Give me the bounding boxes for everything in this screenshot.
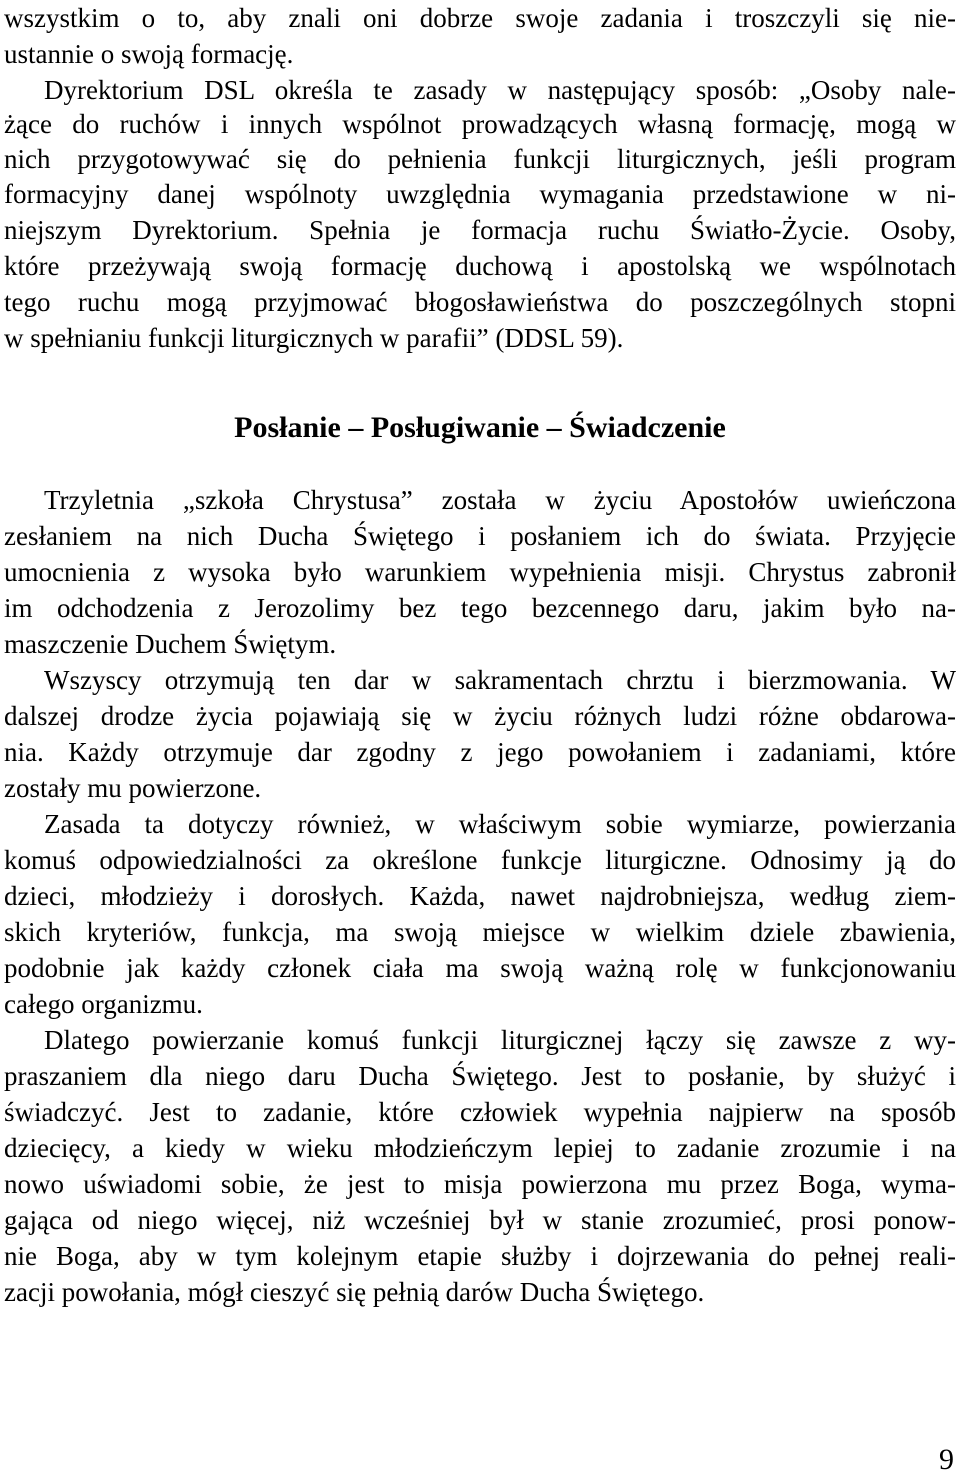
text-line: formacyjny danej wspólnoty uwzględnia wymagania przedstawione w ni- [4, 179, 956, 209]
text-line: Dyrektorium DSL określa te zasady w następujący sposób: „Osoby nale- [44, 75, 956, 105]
text-line: tego ruchu mogą przyjmować błogosławieństwa do poszczególnych stopni [4, 287, 956, 317]
text-line: skich kryteriów, funkcja, ma swoją miejsce w wielkim dziele zbawienia, [4, 917, 956, 947]
text-line: nowo uświadomi sobie, że jest to misja powierzona mu przez Boga, wyma- [4, 1169, 956, 1199]
text-line: niejszym Dyrektorium. Spełnia je formacja ruchu Światło-Życie. Osoby, [4, 215, 956, 245]
text-line: nia. Każdy otrzymuje dar zgodny z jego powołaniem i zadaniami, które [4, 737, 956, 767]
text-line: Trzyletnia „szkoła Chrystusa” została w życiu Apostołów uwieńczona [44, 485, 956, 515]
page-number: 9 [939, 1443, 954, 1476]
text-line: umocnienia z wysoka było warunkiem wypełnienia misji. Chrystus zabronił [4, 557, 956, 587]
text-line: dalszej drodze życia pojawiają się w życiu różnych ludzi różne obdarowa- [4, 701, 956, 731]
text-line: zacji powołania, mógł cieszyć się pełnią darów Ducha Świętego. [4, 1277, 705, 1307]
text-line: żące do ruchów i innych wspólnot prowadzących własną formację, mogą w [4, 109, 956, 139]
section-heading: Posłanie – Posługiwanie – Świadczenie [234, 411, 726, 444]
text-line: im odchodzenia z Jerozolimy bez tego bezcennego daru, jakim było na- [4, 593, 956, 623]
text-line: podobnie jak każdy członek ciała ma swoją ważną rolę w funkcjonowaniu [4, 953, 956, 983]
text-line: maszczenie Duchem Świętym. [4, 629, 337, 659]
text-line: gająca od niego więcej, niż wcześniej był w stanie zrozumieć, prosi ponow- [4, 1205, 956, 1235]
text-line: w spełnianiu funkcji liturgicznych w parafii” (DDSL 59). [4, 323, 624, 353]
text-line: zesłaniem na nich Ducha Świętego i posłaniem ich do świata. Przyjęcie [4, 521, 956, 551]
text-line: zostały mu powierzone. [4, 773, 262, 803]
text-line: Zasada ta dotyczy również, w właściwym sobie wymiarze, powierzania [44, 809, 956, 839]
text-line: wszystkim o to, aby znali oni dobrze swoje zadania i troszczyli się nie- [4, 3, 956, 33]
text-line: dzieci, młodzieży i dorosłych. Każda, nawet najdrobniejsza, według ziem- [4, 881, 956, 911]
text-line: Dlatego powierzanie komuś funkcji liturgicznej łączy się zawsze z wy- [44, 1025, 956, 1055]
text-line: nich przygotowywać się do pełnienia funkcji liturgicznych, jeśli program [4, 144, 956, 174]
text-line: które przeżywają swoją formację duchową i apostolską we wspólnotach [4, 251, 956, 281]
text-line: całego organizmu. [4, 989, 203, 1019]
text-line: dziecięcy, a kiedy w wieku młodzieńczym lepiej to zadanie zrozumie i na [4, 1133, 956, 1163]
text-line: nie Boga, aby w tym kolejnym etapie służby i dojrzewania do pełnej reali- [4, 1241, 956, 1271]
text-line: praszaniem dla niego daru Ducha Świętego. Jest to posłanie, by służyć i [4, 1061, 956, 1091]
text-line: ustannie o swoją formację. [4, 39, 294, 69]
text-line: świadczyć. Jest to zadanie, które człowiek wypełnia najpierw na sposób [4, 1097, 956, 1127]
text-line: Wszyscy otrzymują ten dar w sakramentach chrztu i bierzmowania. W [44, 665, 956, 695]
text-line: komuś odpowiedzialności za określone funkcje liturgiczne. Odnosimy ją do [4, 845, 956, 875]
